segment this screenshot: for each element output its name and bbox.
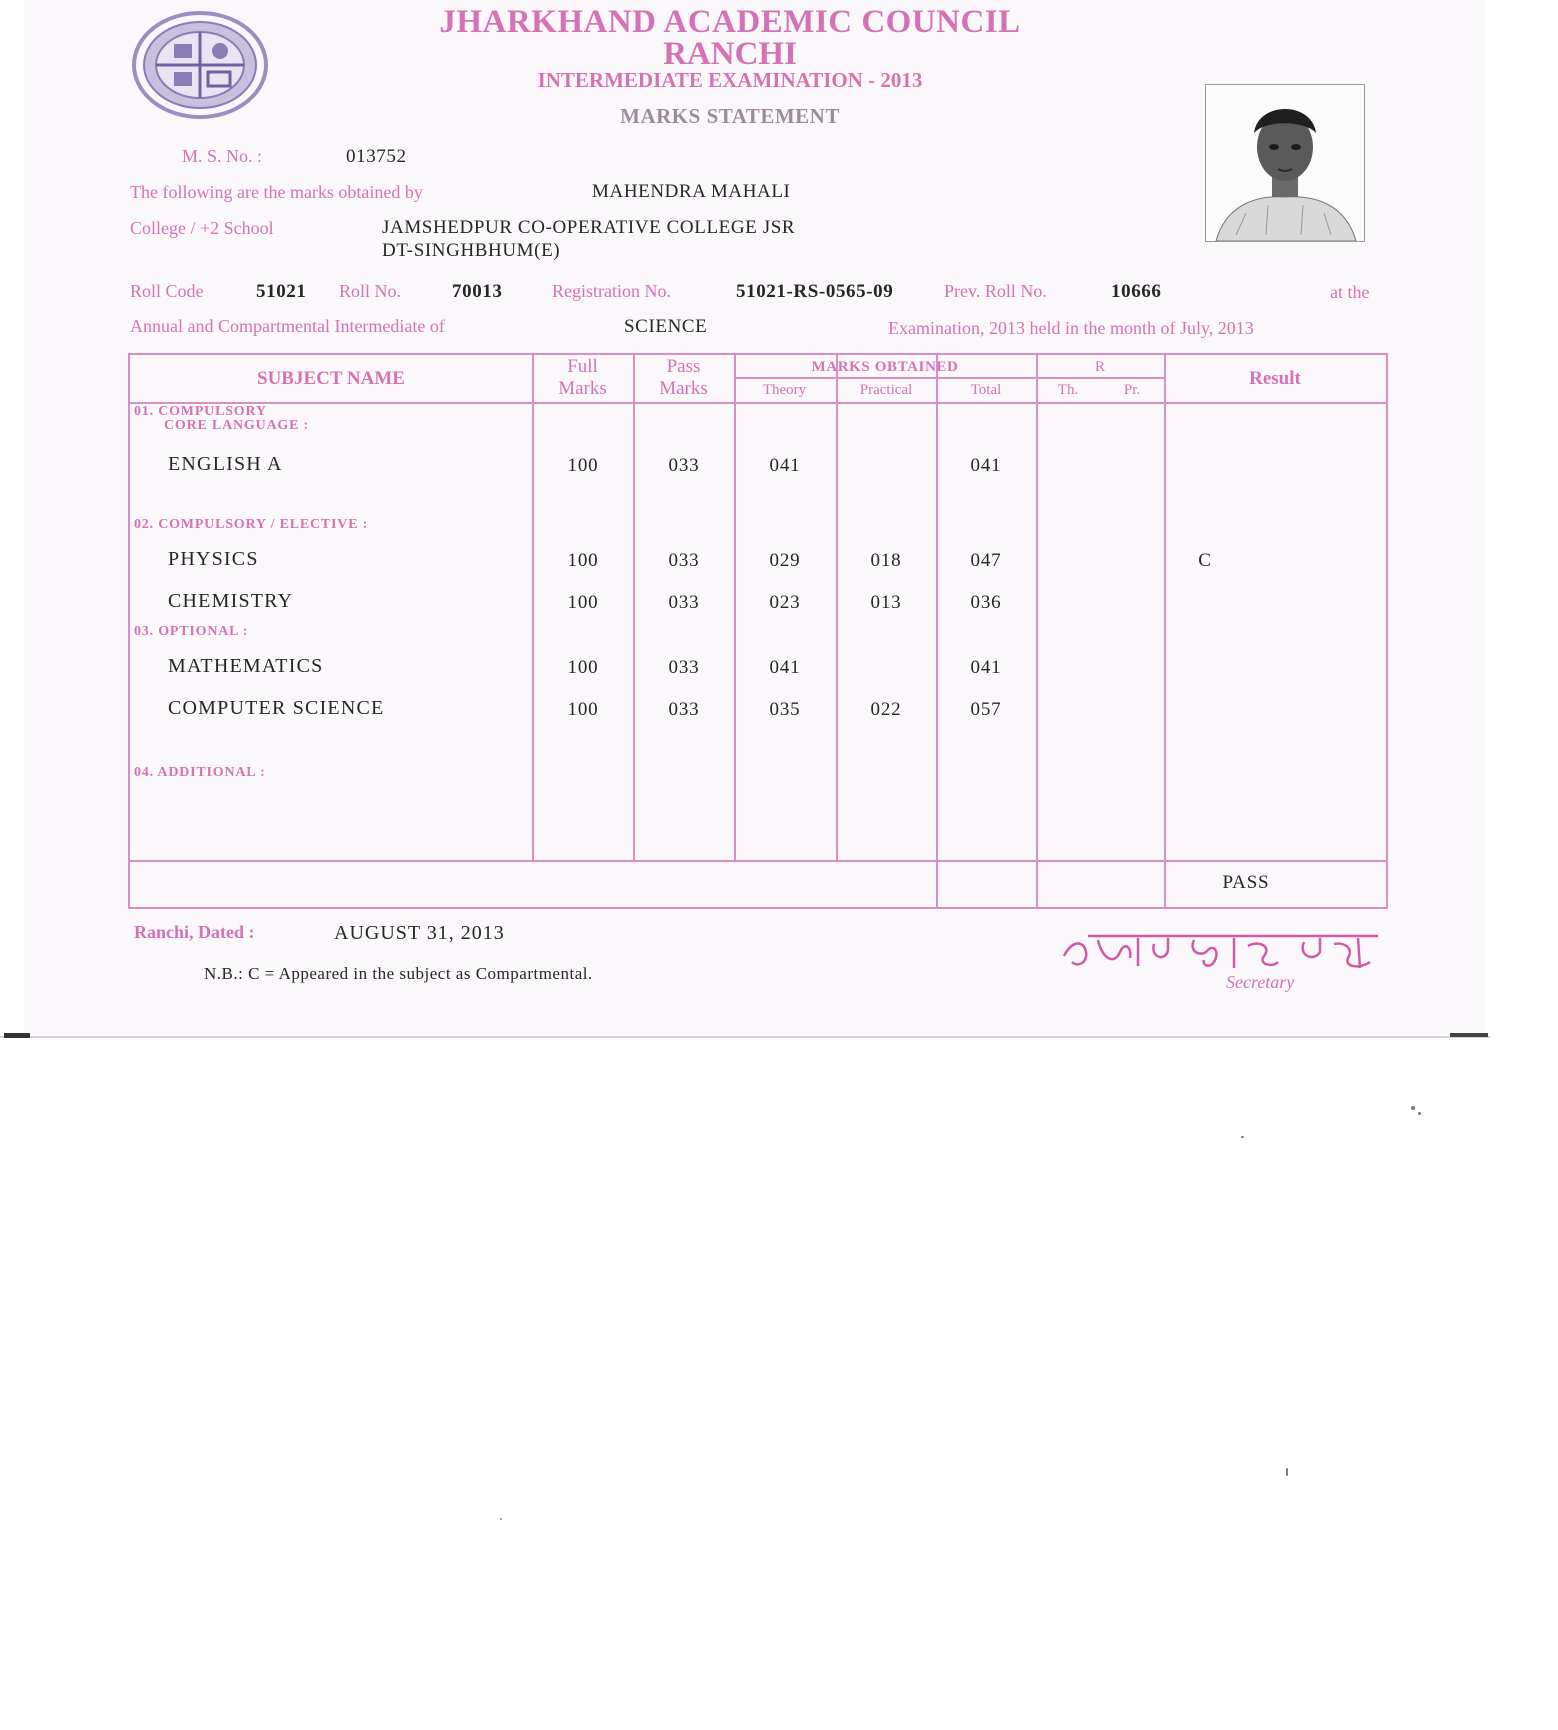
- section-compulsory-core: 01. COMPULSORY: [134, 404, 267, 419]
- total-row-rule: [130, 860, 1386, 862]
- college-name-line2: DT-SINGHBHUM(E): [382, 240, 561, 261]
- ms-no-label: M. S. No. :: [182, 146, 263, 166]
- header-result: Result: [1249, 368, 1301, 389]
- col-divider: [633, 355, 635, 860]
- scan-speck: [500, 1518, 502, 1520]
- scan-speck: [1286, 1468, 1288, 1476]
- total-marks: 041: [970, 657, 1002, 678]
- roll-no-value: 70013: [452, 281, 503, 302]
- candidate-photo: [1205, 84, 1365, 242]
- header-r-theory: Th.: [1057, 382, 1079, 398]
- scan-mark-right: [1450, 1033, 1488, 1037]
- practical-marks: 013: [870, 592, 902, 613]
- col-divider: [734, 355, 736, 860]
- candidate-name: MAHENDRA MAHALI: [592, 181, 791, 202]
- practical-marks: 018: [870, 550, 902, 571]
- full-marks: 100: [567, 550, 599, 571]
- scan-mark-left: [4, 1033, 30, 1038]
- council-title: JHARKHAND ACADEMIC COUNCIL: [439, 4, 1021, 40]
- row-result: C: [1198, 550, 1212, 571]
- intro-label: The following are the marks obtained by: [130, 182, 423, 202]
- header-total: Total: [970, 382, 1002, 398]
- scan-speck: [1411, 1106, 1415, 1110]
- council-city: RANCHI: [663, 36, 797, 72]
- theory-marks: 029: [769, 550, 801, 571]
- ms-no-value: 013752: [346, 146, 407, 167]
- col-divider: [936, 355, 938, 907]
- practical-marks: 022: [870, 699, 902, 720]
- prev-roll-value: 10666: [1111, 281, 1162, 302]
- col-divider: [1036, 355, 1038, 907]
- theory-marks: 041: [769, 657, 801, 678]
- scan-speck: [1241, 1136, 1244, 1138]
- section-core-language: CORE LANGUAGE :: [164, 418, 310, 433]
- exam-title: INTERMEDIATE EXAMINATION - 2013: [537, 68, 923, 92]
- col-divider: [836, 355, 838, 860]
- col-divider: [532, 355, 534, 860]
- header-practical: Practical: [859, 382, 913, 398]
- section-additional: 04. ADDITIONAL :: [134, 765, 266, 780]
- header-full-marks-2: Marks: [558, 378, 607, 399]
- stream-value: SCIENCE: [624, 316, 708, 337]
- secretary-label: Secretary: [1226, 972, 1295, 992]
- college-name-line1: JAMSHEDPUR CO-OPERATIVE COLLEGE JSR: [382, 217, 796, 238]
- header-rule: [130, 402, 1386, 404]
- nb-note: N.B.: C = Appeared in the subject as Compartmental.: [204, 964, 593, 983]
- theory-marks: 023: [769, 592, 801, 613]
- secretary-signature: [1058, 922, 1388, 982]
- full-marks: 100: [567, 592, 599, 613]
- header-marks-obtained: MARKS OBTAINED: [811, 359, 959, 375]
- total-marks: 041: [970, 455, 1002, 476]
- full-marks: 100: [567, 455, 599, 476]
- subject-name: PHYSICS: [168, 548, 259, 570]
- section-optional: 03. OPTIONAL :: [134, 624, 249, 639]
- subject-name: MATHEMATICS: [168, 655, 324, 677]
- council-seal-logo: [130, 10, 270, 120]
- header-full-marks-1: Full: [567, 356, 598, 377]
- full-marks: 100: [567, 657, 599, 678]
- subheader-rule: [1036, 377, 1164, 379]
- exam-held-label: Examination, 2013 held in the month of July, 2013: [888, 318, 1254, 338]
- roll-no-label: Roll No.: [339, 281, 402, 301]
- roll-code-value: 51021: [256, 281, 307, 302]
- header-theory: Theory: [762, 382, 807, 398]
- scan-edge: [0, 1036, 1490, 1038]
- subject-name: ENGLISH A: [168, 453, 283, 475]
- total-marks: 047: [970, 550, 1002, 571]
- theory-marks: 035: [769, 699, 801, 720]
- subject-name: CHEMISTRY: [168, 590, 294, 612]
- subject-name: COMPUTER SCIENCE: [168, 697, 385, 719]
- prev-roll-label: Prev. Roll No.: [944, 281, 1047, 301]
- final-result: PASS: [1222, 872, 1270, 893]
- statement-title: MARKS STATEMENT: [620, 104, 840, 128]
- header-pass-marks-2: Marks: [659, 378, 708, 399]
- pass-marks: 033: [668, 455, 700, 476]
- issue-date: AUGUST 31, 2013: [334, 922, 505, 944]
- header-r: R: [1094, 359, 1105, 375]
- dated-label: Ranchi, Dated :: [134, 922, 255, 942]
- pass-marks: 033: [668, 550, 700, 571]
- registration-label: Registration No.: [552, 281, 671, 301]
- header-pass-marks-1: Pass: [666, 356, 701, 377]
- scan-speck: [1418, 1112, 1421, 1115]
- pass-marks: 033: [668, 699, 700, 720]
- college-label: College / +2 School: [130, 218, 274, 238]
- marks-table: [128, 353, 1388, 909]
- pass-marks: 033: [668, 592, 700, 613]
- section-compulsory-elective: 02. COMPULSORY / ELECTIVE :: [134, 517, 369, 532]
- col-divider: [1164, 355, 1166, 907]
- full-marks: 100: [567, 699, 599, 720]
- registration-value: 51021-RS-0565-09: [736, 281, 894, 302]
- total-marks: 057: [970, 699, 1002, 720]
- header-subject: SUBJECT NAME: [257, 368, 405, 389]
- theory-marks: 041: [769, 455, 801, 476]
- at-the-label: at the: [1330, 282, 1370, 302]
- pass-marks: 033: [668, 657, 700, 678]
- subheader-rule: [734, 377, 1036, 379]
- annual-label: Annual and Compartmental Intermediate of: [130, 316, 445, 336]
- roll-code-label: Roll Code: [130, 281, 204, 301]
- header-r-practical: Pr.: [1123, 382, 1141, 398]
- total-marks: 036: [970, 592, 1002, 613]
